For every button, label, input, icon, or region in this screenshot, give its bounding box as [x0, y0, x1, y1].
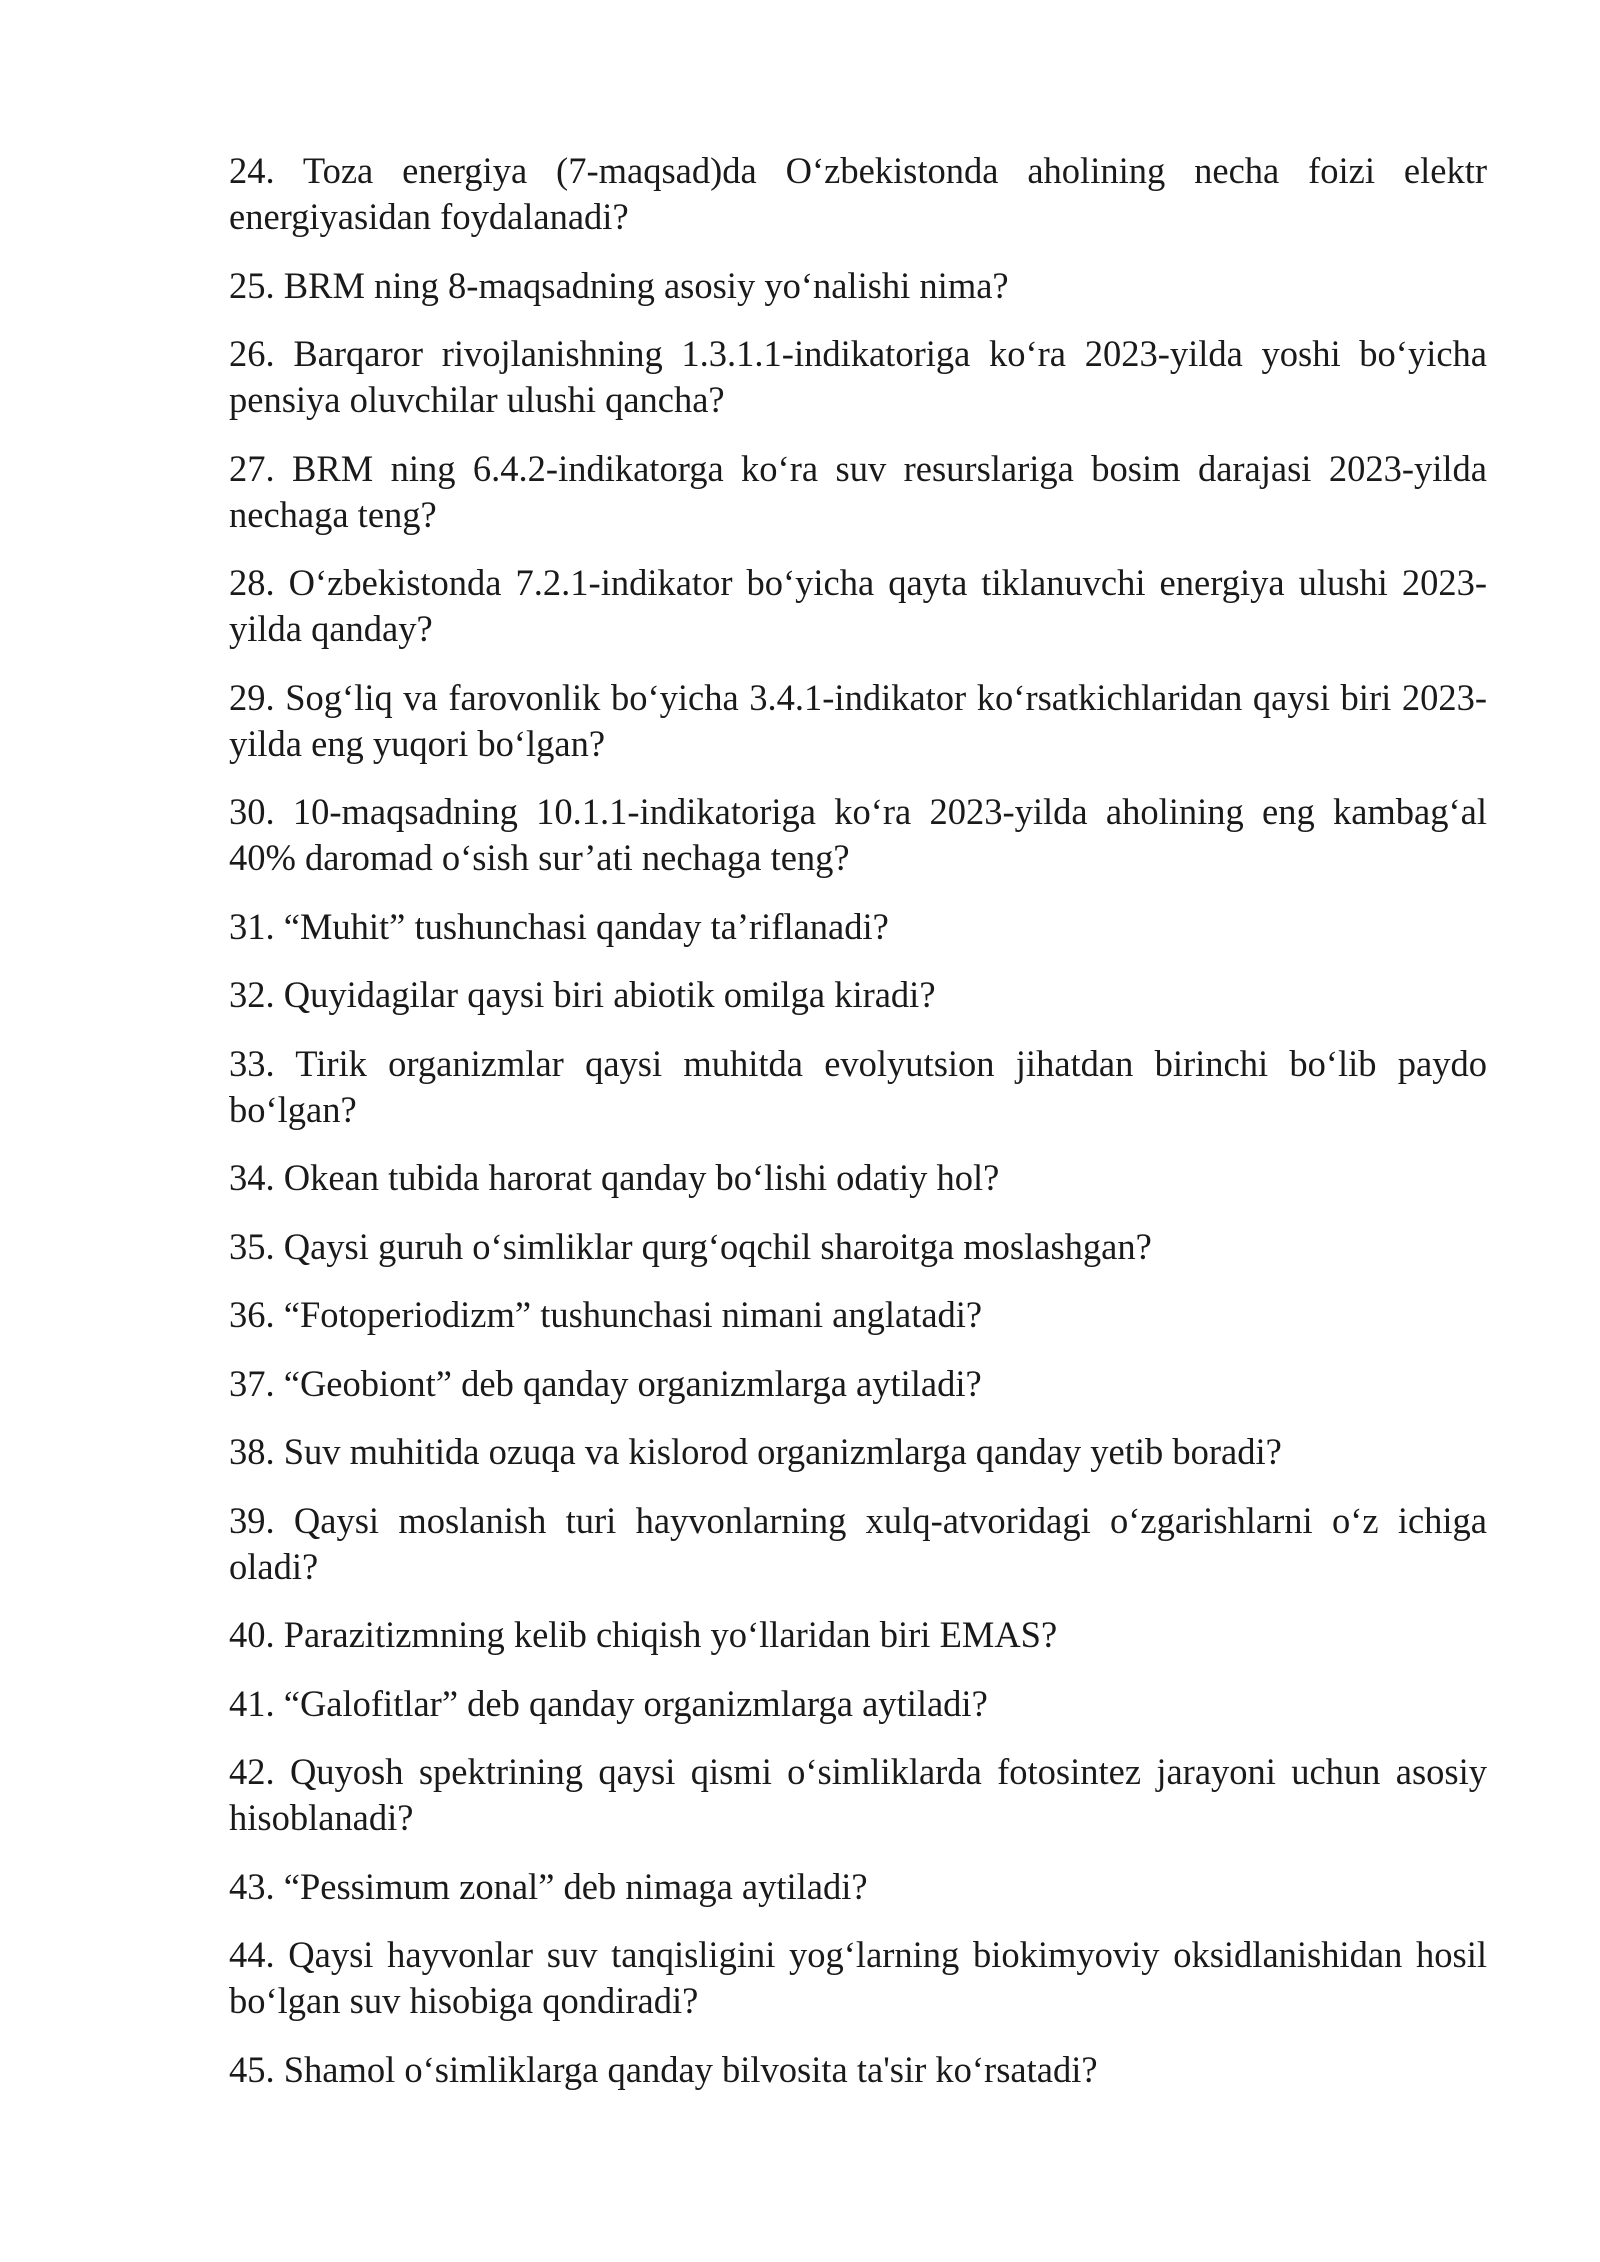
- question-29: 29. Sog‘liq va farovonlik bo‘yicha 3.4.1-indikator ko‘rsatkichlaridan qaysi biri 2023-yilda eng yuqori bo‘lgan?: [229, 676, 1487, 764]
- question-37: 37. “Geobiont” deb qanday organizmlarga aytiladi?: [229, 1362, 982, 1404]
- question-39: 39. Qaysi moslanish turi hayvonlarning xulq-atvoridagi o‘zgarishlarni o‘z ichiga oladi?: [229, 1499, 1487, 1587]
- question-25: 25. BRM ning 8-maqsadning asosiy yo‘nalishi nima?: [229, 264, 1009, 306]
- question-44: 44. Qaysi hayvonlar suv tanqisligini yog‘larning biokimyoviy oksidlanishidan hosil bo‘lgan suv hisobiga qondiradi?: [229, 1934, 1487, 2021]
- question-31: 31. “Muhit” tushunchasi qanday ta’riflanadi?: [229, 905, 889, 947]
- question-26: 26. Barqaror rivojlanishning 1.3.1.1-indikatoriga ko‘ra 2023-yilda yoshi bo‘yicha pensiya oluvchilar ulushi qancha?: [229, 333, 1487, 420]
- question-32: 32. Quyidagilar qaysi biri abiotik omilga kiradi?: [229, 974, 936, 1015]
- question-40: 40. Parazitizmning kelib chiqish yo‘llaridan biri EMAS?: [229, 1614, 1058, 1655]
- question-42: 42. Quyosh spektrining qaysi qismi o‘simliklarda fotosintez jarayoni uchun asosiy hisoblanadi?: [229, 1751, 1487, 1838]
- question-38: 38. Suv muhitida ozuqa va kislorod organizmlarga qanday yetib boradi?: [229, 1431, 1282, 1472]
- question-43: 43. “Pessimum zonal” deb nimaga aytiladi?: [229, 1865, 868, 1907]
- question-34: 34. Okean tubida harorat qanday bo‘lishi odatiy hol?: [229, 1157, 1000, 1198]
- question-27: 27. BRM ning 6.4.2-indikatorga ko‘ra suv resurslariga bosim darajasi 2023-yilda nechaga teng?: [229, 447, 1487, 535]
- question-list: [229, 148, 1487, 2115]
- question-41: 41. “Galofitlar” deb qanday organizmlarga aytiladi?: [229, 1682, 988, 1724]
- question-33: 33. Tirik organizmlar qaysi muhitda evolyutsion jihatdan birinchi bo‘lib paydo bo‘lgan?: [229, 1042, 1487, 1130]
- question-24: 24. Toza energiya (7-maqsad)da O‘zbekistonda aholining necha foizi elektr energiyasidan foydalanadi?: [229, 150, 1487, 237]
- question-35: 35. Qaysi guruh o‘simliklar qurg‘oqchil sharoitga moslashgan?: [229, 1225, 1152, 1267]
- question-45: 45. Shamol o‘simliklarga qanday bilvosita ta'sir ko‘rsatadi?: [229, 2048, 1098, 2090]
- question-30: 30. 10-maqsadning 10.1.1-indikatoriga ko‘ra 2023-yilda aholining eng kambag‘al 40% daromad o‘sish sur’ati nechaga teng?: [229, 791, 1487, 878]
- question-28: 28. O‘zbekistonda 7.2.1-indikator bo‘yicha qayta tiklanuvchi energiya ulushi 2023-yilda qanday?: [229, 562, 1487, 649]
- question-36: 36. “Fotoperiodizm” tushunchasi nimani anglatadi?: [229, 1294, 983, 1335]
